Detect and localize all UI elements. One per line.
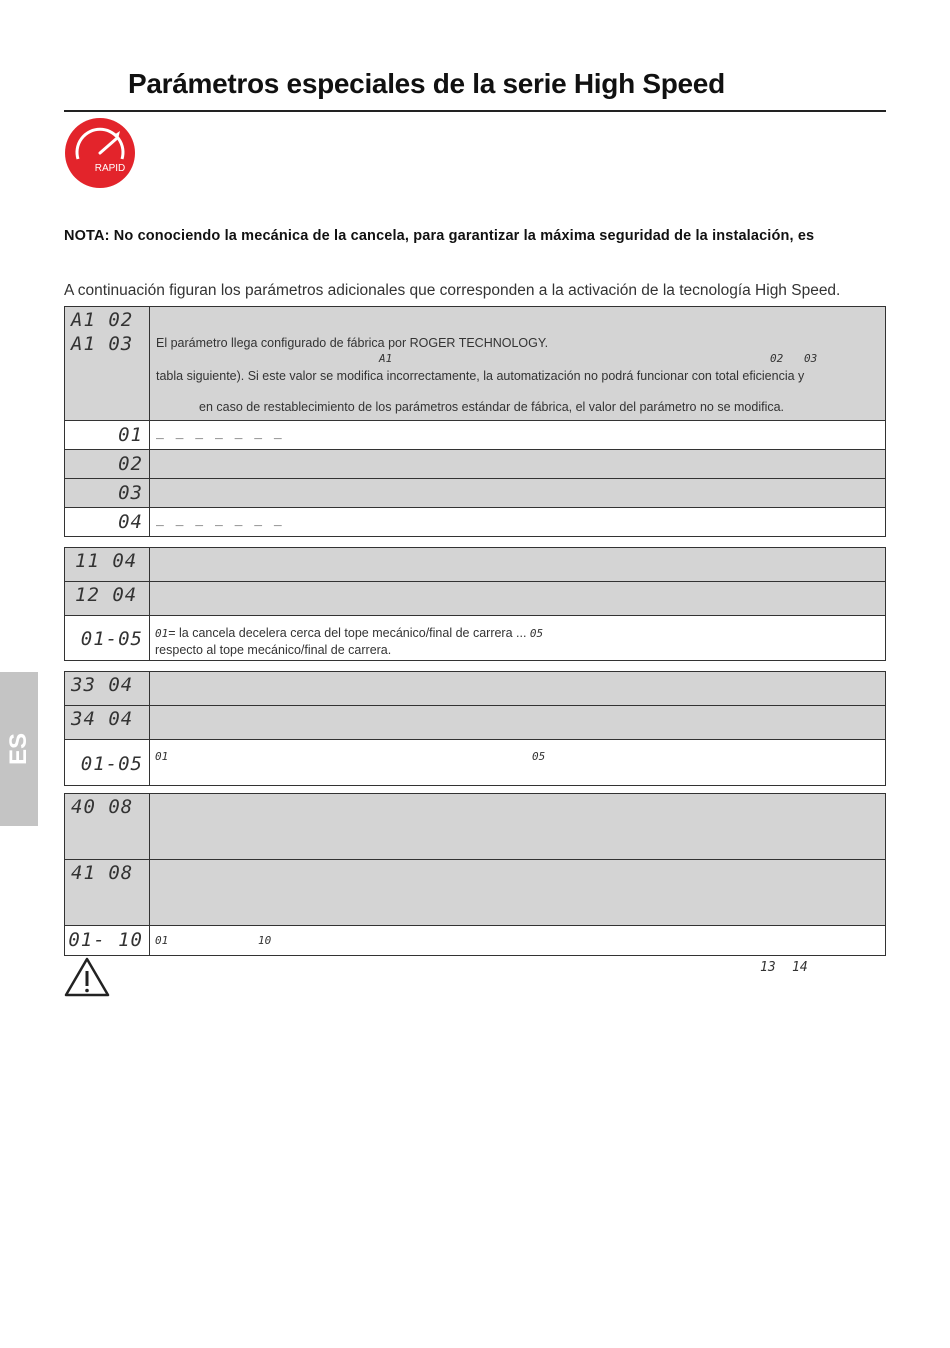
param-code: 40 08 bbox=[71, 796, 134, 818]
inline-code: 02 bbox=[770, 352, 784, 365]
value-description: _ _ _ _ _ _ _ bbox=[156, 512, 284, 527]
value-code: 03 bbox=[118, 482, 143, 504]
param-description-line: tabla siguiente). Si este valor se modifica incorrectamente, la automatización no podrá funcionar con total eficiencia y bbox=[156, 369, 805, 383]
value-range: 01-05 bbox=[80, 752, 143, 775]
value-description: _ _ _ _ _ _ _ bbox=[156, 425, 284, 440]
parameter-table-11-12 bbox=[64, 547, 886, 661]
value-code: 02 bbox=[118, 453, 143, 475]
value-description bbox=[150, 450, 885, 454]
value-description: = la cancela decelera cerca del tope mecánico/final de carrera ... bbox=[168, 626, 527, 640]
value-range: 01-05 bbox=[80, 628, 143, 650]
parameter-table-a1 bbox=[64, 306, 886, 537]
parameter-table-40-41 bbox=[64, 793, 886, 956]
param-code: A1 02 bbox=[71, 309, 134, 331]
param-code: 11 04 bbox=[75, 550, 138, 572]
value-range: 01- 10 bbox=[68, 929, 143, 951]
value-code: 04 bbox=[118, 511, 143, 533]
param-code: 33 04 bbox=[71, 674, 134, 696]
inline-code: 05 bbox=[532, 750, 546, 763]
page-title: Parámetros especiales de la serie High Speed bbox=[128, 68, 725, 99]
inline-code: 01 bbox=[155, 627, 169, 640]
logo-label: RAPID bbox=[94, 163, 126, 174]
inline-code: 10 bbox=[258, 934, 272, 947]
param-description-cell bbox=[150, 307, 886, 421]
inline-code: 01 bbox=[155, 750, 169, 763]
param-code: A1 03 bbox=[71, 333, 134, 355]
rapid-speedometer-icon bbox=[64, 117, 136, 189]
inline-code: A1 bbox=[379, 352, 393, 365]
value-code: 01 bbox=[118, 424, 143, 446]
value-description: respecto al tope mecánico/final de carrera. bbox=[155, 643, 392, 657]
language-tab bbox=[0, 672, 38, 826]
param-code: 12 04 bbox=[75, 584, 138, 606]
language-tab-label: ES bbox=[5, 732, 32, 766]
inline-code: 01 bbox=[155, 934, 169, 947]
param-code: 34 04 bbox=[71, 708, 134, 730]
param-description-line: en caso de restablecimiento de los parámetros estándar de fábrica, el valor del parámetro no se modifica. bbox=[199, 400, 785, 414]
param-code: 41 08 bbox=[71, 862, 134, 884]
inline-code: 03 bbox=[804, 352, 818, 365]
title-rule bbox=[64, 110, 886, 112]
nota-text: NOTA: No conociendo la mecánica de la cancela, para garantizar la máxima seguridad de la instalación, es bbox=[64, 228, 815, 244]
intro-text: A continuación figuran los parámetros adicionales que corresponden a la activación de la tecnología High Speed. bbox=[64, 282, 841, 299]
value-description bbox=[150, 479, 885, 483]
inline-code: 05 bbox=[529, 627, 544, 640]
warning-code: 14 bbox=[792, 960, 808, 975]
warning-triangle-icon bbox=[64, 956, 110, 998]
param-code-cell bbox=[65, 307, 150, 421]
param-description-line: El parámetro llega configurado de fábrica por ROGER TECHNOLOGY. bbox=[156, 336, 549, 350]
warning-code: 13 bbox=[760, 960, 776, 975]
parameter-table-33-34 bbox=[64, 671, 886, 786]
